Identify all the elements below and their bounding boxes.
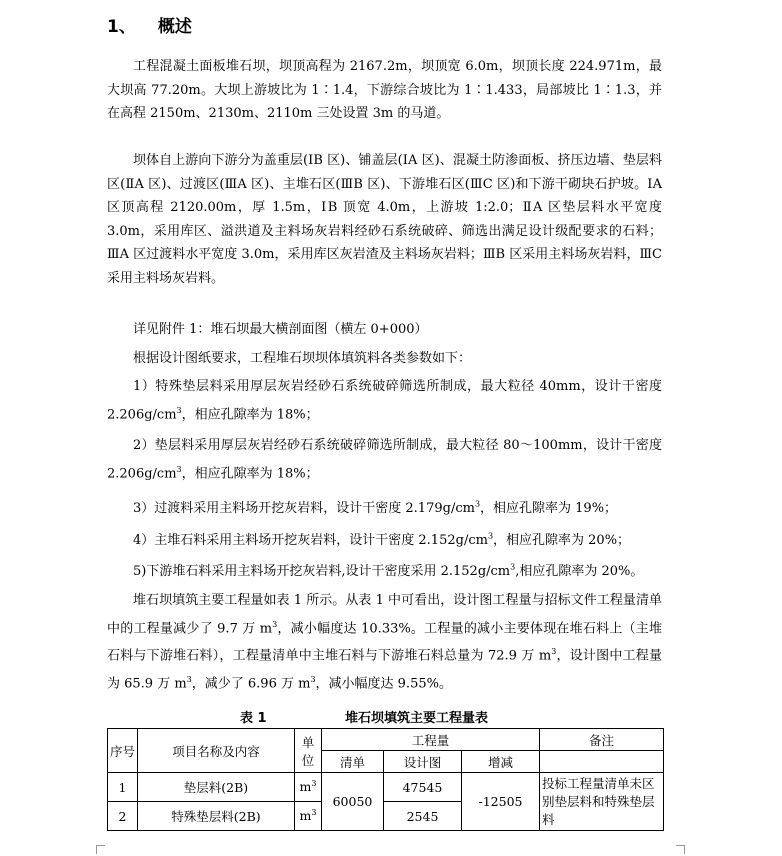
item-4: 4）主堆石料采用主料场开挖灰岩料，设计干密度 $2.152g/cm^3$，相应孔隙率为 20%； (133, 531, 631, 548)
item-1: 1）特殊垫层料采用厚层灰岩经砂石系统破碎筛选所制成，最大粒径 40mm，设计干密度 $2.206g/cm^3$，相应孔隙率为 18%； (107, 379, 662, 422)
merged-diff-value: -12505 (462, 773, 540, 831)
table-label: 表 1 (240, 711, 267, 726)
header-note-blank (540, 751, 664, 773)
section-number: 1、 (107, 17, 136, 37)
table-row (108, 773, 664, 802)
paragraph-dam-overview: 工程混凝土面板堆石坝，坝顶高程为 2167.2m，坝顶宽 6.0m，坝顶长度 224.971m，最大坝高 77.20m。大坝上游坡比为 1∶1.4，下游综合坡比为 1∶1.433，局部坡比 1∶1.3，并在高程 2150m、2130m、2110m 三处设置 3m 的马道。 (107, 59, 662, 121)
item-5: 5)下游堆石料采用主料场开挖灰岩料,设计干密度采用 $2.152g/cm^3$,相应孔隙率为 20%。 (133, 562, 644, 579)
header-quantity: 工程量 (322, 729, 540, 751)
item-2: 2）垫层料采用厚层灰岩经砂石系统破碎筛选所制成，最大粒径 80～100mm，设计干密度 $2.206g/cm^3$，相应孔隙率为 18%； (107, 438, 662, 481)
row-unit: $m^3$ (295, 802, 322, 831)
merged-list-value: 60050 (322, 773, 384, 831)
row-name: 垫层料(2B) (138, 773, 295, 802)
header-design: 设计图 (384, 751, 462, 773)
intro-line: 根据设计图纸要求，工程堆石坝坝体填筑料各类参数如下： (133, 351, 472, 366)
paragraph-dam-zoning: 坝体自上游向下游分为盖重层(ⅠB 区)、铺盖层(ⅠA 区)、混凝土防渗面板、挤压边墙、垫层料区(ⅡA 区)、过渡区(ⅢA 区)、主堆石区(ⅢB 区)、下游堆石区(ⅢC 区)和下游干砌块石护坡。ⅠA 区顶高程 2120.00m，厚 1.5m，ⅠB 顶宽 4.0m，上游坡 1:2.0；ⅡA 区垫层料水平宽度 3.0m，采用库区、溢洪道及主料场灰岩料经砂石系统破碎、筛选出满足设计级配要求的石料；ⅢA 区过渡料水平宽度 3.0m，采用库区灰岩渣及主料场灰岩料；ⅢB 区采用主料场灰岩料，ⅢC 采用主料场灰岩料。 (107, 153, 662, 286)
section-title: 概述 (157, 17, 192, 37)
page-corner-mark (96, 845, 105, 854)
table-title: 堆石坝填筑主要工程量表 (345, 711, 489, 726)
row-design: 2545 (384, 802, 462, 831)
header-note: 备注 (540, 729, 664, 751)
row-name: 特殊垫层料(2B) (138, 802, 295, 831)
paragraph-summary: 堆石坝填筑主要工程量如表 1 所示。从表 1 中可看出，设计图工程量与招标文件工程量清单中的工程量减少了 9.7 万 $m^3$，减小幅度达 10.33%。工程量的减小主要体现在堆石料上（主堆石料与下游堆石料），工程量清单中主堆石料与下游堆石料总量为 72.9 万 $m^3$，设计图中工程量为 65.9 万 $m^3$，减少了 6.96 万 $m^3$，减小幅度达 9.55%。 (107, 593, 662, 692)
row-design: 47545 (384, 773, 462, 802)
section-heading (107, 12, 192, 37)
header-seq: 序号 (108, 729, 138, 773)
item-3: 3）过渡料采用主料场开挖灰岩料，设计干密度 $2.179g/cm^3$，相应孔隙率为 19%； (133, 499, 618, 516)
row-unit: $m^3$ (295, 773, 322, 802)
attachment-line: 详见附件 1：堆石坝最大横剖面图（横左 0+000） (133, 322, 428, 337)
row-seq: 1 (108, 773, 138, 802)
header-unit: 单位 (295, 729, 322, 773)
header-list: 清单 (322, 751, 384, 773)
page-corner-mark (676, 845, 685, 854)
header-name: 项目名称及内容 (138, 729, 295, 773)
header-diff: 增减 (462, 751, 540, 773)
quantity-table (107, 728, 664, 831)
merged-note: 投标工程量清单未区别垫层料和特殊垫层料 (540, 773, 664, 831)
row-seq: 2 (108, 802, 138, 831)
